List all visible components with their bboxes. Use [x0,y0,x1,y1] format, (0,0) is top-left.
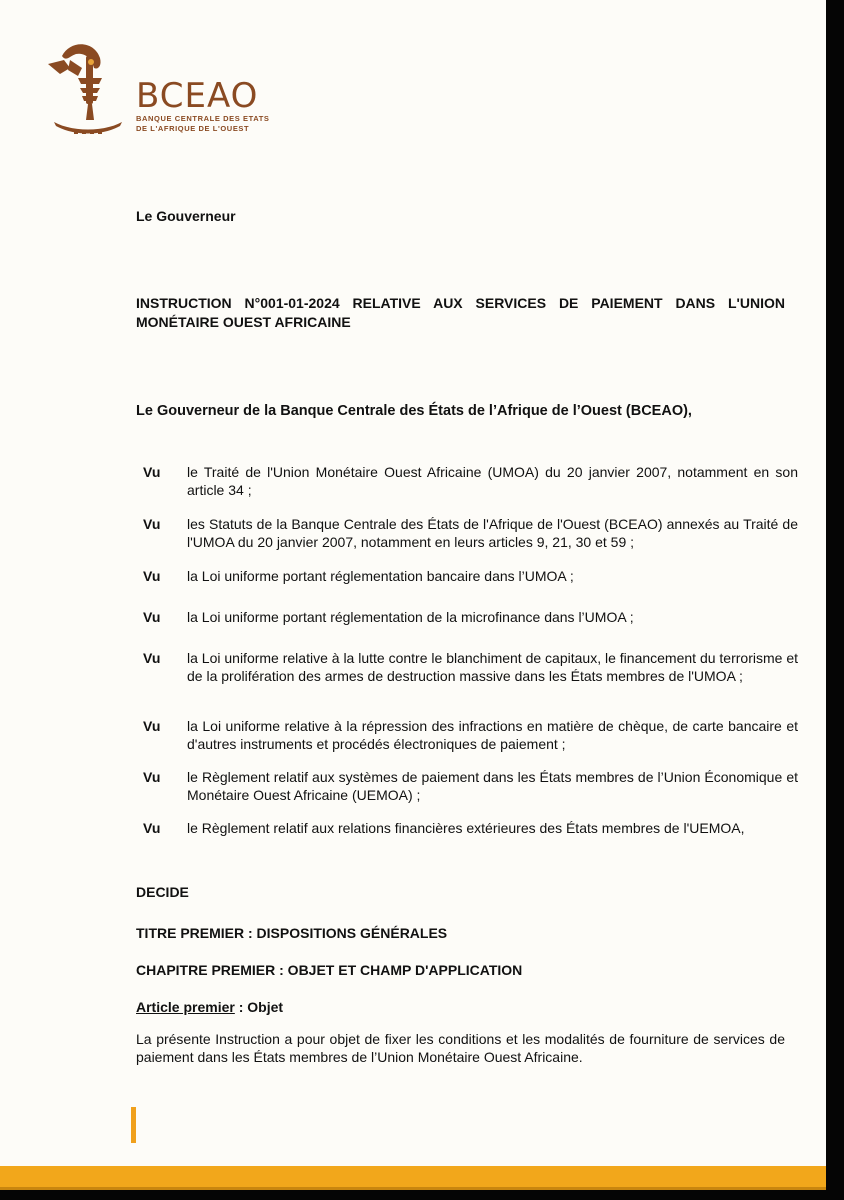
vu-item: la Loi uniforme relative à la répression des infractions en matière de chèque, de carte bancaire et d'autres instruments et procédés électroniques de paiement ; [187,718,798,752]
vu-item: le Traité de l'Union Monétaire Ouest Africaine (UMOA) du 20 janvier 2007, notamment en son article 34 ; [187,464,798,498]
footer-accent-tick [131,1107,136,1143]
article-heading [136,998,283,1016]
vu-item: la Loi uniforme portant réglementation de la microfinance dans l’UMOA ; [187,609,634,625]
logo-subtitle-2: DE L'AFRIQUE DE L'OUEST [136,124,250,133]
article-body: La présente Instruction a pour objet de fixer les conditions et les modalités de fourniture de services de paiement dans les États membres de l’Union Monétaire Ouest Africaine. [136,1031,785,1065]
right-border [826,0,844,1200]
vu-item: la Loi uniforme portant réglementation bancaire dans l’UMOA ; [187,568,574,584]
signatory: Le Gouverneur [136,208,236,224]
vu-label: Vu [143,650,161,666]
chapitre-heading: CHAPITRE PREMIER : OBJET ET CHAMP D'APPLICATION [136,962,523,978]
preamble: Le Gouverneur de la Banque Centrale des États de l’Afrique de l’Ouest (BCEAO), [136,403,692,419]
article-label: Article premier [136,999,235,1015]
vu-label: Vu [143,769,161,785]
logo-text [136,78,269,134]
bceao-logo [42,38,282,142]
logo-subtitle-1: BANQUE CENTRALE DES ETATS [136,114,270,123]
vu-item: le Règlement relatif aux systèmes de paiement dans les États membres de l’Union Économique et Monétaire Ouest Africaine (UEMOA) ; [187,769,798,803]
article-suffix: : Objet [234,999,284,1015]
document-title-line-2: MONÉTAIRE OUEST AFRICAINE [136,314,351,330]
vu-label: Vu [143,464,161,480]
vu-label: Vu [143,718,161,734]
vu-item: le Règlement relatif aux relations financières extérieures des États membres de l'UEMOA, [187,820,745,836]
decide-heading: DECIDE [136,884,189,900]
vu-label: Vu [143,516,161,532]
vu-item: la Loi uniforme relative à la lutte contre le blanchiment de capitaux, le financement du terrorisme et de la prolifération des armes de destruction massive dans les États membres de l'UMOA ; [187,650,798,684]
logo-name: BCEAO [136,76,259,116]
document-title-line-1: INSTRUCTION N°001-01-2024 RELATIVE AUX SERVICES DE PAIEMENT DANS L'UNION [136,295,785,311]
footer-accent-shadow [0,1187,826,1190]
vu-label: Vu [143,820,161,836]
vu-item: les Statuts de la Banque Centrale des États de l'Afrique de l'Ouest (BCEAO) annexés au Traité de l'UMOA du 20 janvier 2007, notamment en leurs articles 9, 21, 30 et 59 ; [187,516,798,550]
titre-heading: TITRE PREMIER : DISPOSITIONS GÉNÉRALES [136,925,448,941]
vu-label: Vu [143,568,161,584]
footer-accent-strip [0,1166,826,1188]
vu-label: Vu [143,609,161,625]
bceao-emblem-icon [42,38,132,142]
